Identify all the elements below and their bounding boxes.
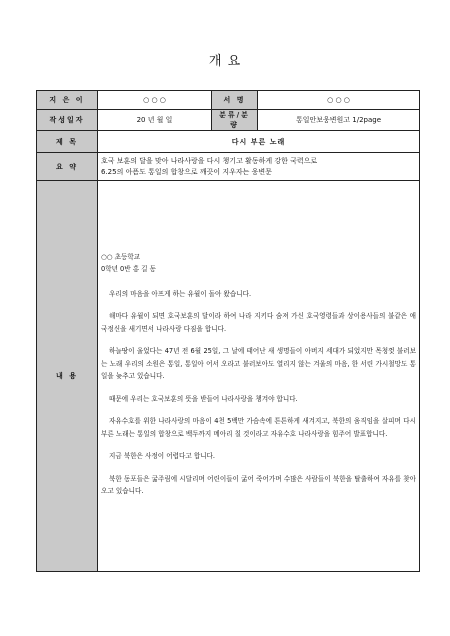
summary-line-2: 6.25의 아픔도 통일의 합창으로 깨끗이 지우자는 웅변문 xyxy=(101,167,272,176)
signature-value: ○ ○ ○ xyxy=(258,91,420,110)
content-label: 내 용 xyxy=(37,181,98,572)
date-row xyxy=(37,110,420,131)
student-name: 0학년 0반 홍 길 동 xyxy=(101,265,156,273)
author-value: ○ ○ ○ xyxy=(98,91,212,110)
paragraph: 자유수호를 위한 나라사랑의 마음이 4천 5백만 가슴속에 튼튼하게 새겨지고, 북한의 움직임을 살피며 다시 부른 노래는 통일의 합창으로 백두까지 메아리 칠 것이라고 자유수호 나라사랑을 힘주어 발표합니다. xyxy=(101,417,416,438)
outline-form-table xyxy=(36,90,420,572)
category-value: 통일안보웅변원고 1/2page xyxy=(258,110,420,131)
paragraph: 하늘땅이 울었다는 47년 전 6월 25일, 그 날에 태어난 새 생명들이 아버지 세대가 되었지만 목청껏 불러보는 노래 우리의 소원은 통일, 통일아 어서 오라고 불러보아도 열리지 않는 겨울의 마음, 한 서린 가시철망도 통일을 늦추고 있습니다. xyxy=(101,347,416,380)
subject-row xyxy=(37,131,420,153)
paragraph: 우리의 마음을 아프게 하는 유월이 돌아 왔습니다. xyxy=(109,289,252,298)
summary-label: 요 약 xyxy=(37,153,98,181)
content-row xyxy=(37,181,420,572)
school-name: ○○ 초등학교 xyxy=(101,252,141,261)
author-block xyxy=(101,251,416,276)
author-label: 지 은 이 xyxy=(37,91,98,110)
category-label: 분류/분량 xyxy=(212,110,258,131)
content-body xyxy=(98,181,420,572)
page-title: 개 요 xyxy=(208,54,242,69)
paragraph: 때문에 우리는 호국보훈의 뜻을 받들어 나라사랑을 챙겨야 합니다. xyxy=(109,394,298,403)
paragraph: 지금 북한은 사정이 어렵다고 합니다. xyxy=(109,452,216,460)
paragraph: 북한 동포들은 굶주림에 시달리며 어린이들이 굶어 죽어가며 수많은 사람들이 북한을 탈출하여 자유를 찾아오고 있습니다. xyxy=(101,474,416,495)
summary-row xyxy=(37,153,420,181)
date-value: 20 년 월 일 xyxy=(98,110,212,131)
date-label: 작성일자 xyxy=(37,110,98,131)
summary-line-1: 호국 보훈의 달을 맞아 나라사랑을 다시 챙기고 활동하게 강한 국력으로 xyxy=(101,156,318,165)
signature-label: 서 명 xyxy=(212,91,258,110)
summary-text xyxy=(98,153,420,181)
paragraph: 해마다 유월이 되면 호국보훈의 달이라 하여 나라 지키다 숨져 가신 호국영령들과 상이용사들의 불같은 애국정신을 새기면서 나라사랑 다짐을 합니다. xyxy=(101,312,416,333)
author-row xyxy=(37,91,420,110)
subject-value: 다시 부른 노래 xyxy=(98,131,420,153)
subject-label: 제 목 xyxy=(37,131,98,153)
